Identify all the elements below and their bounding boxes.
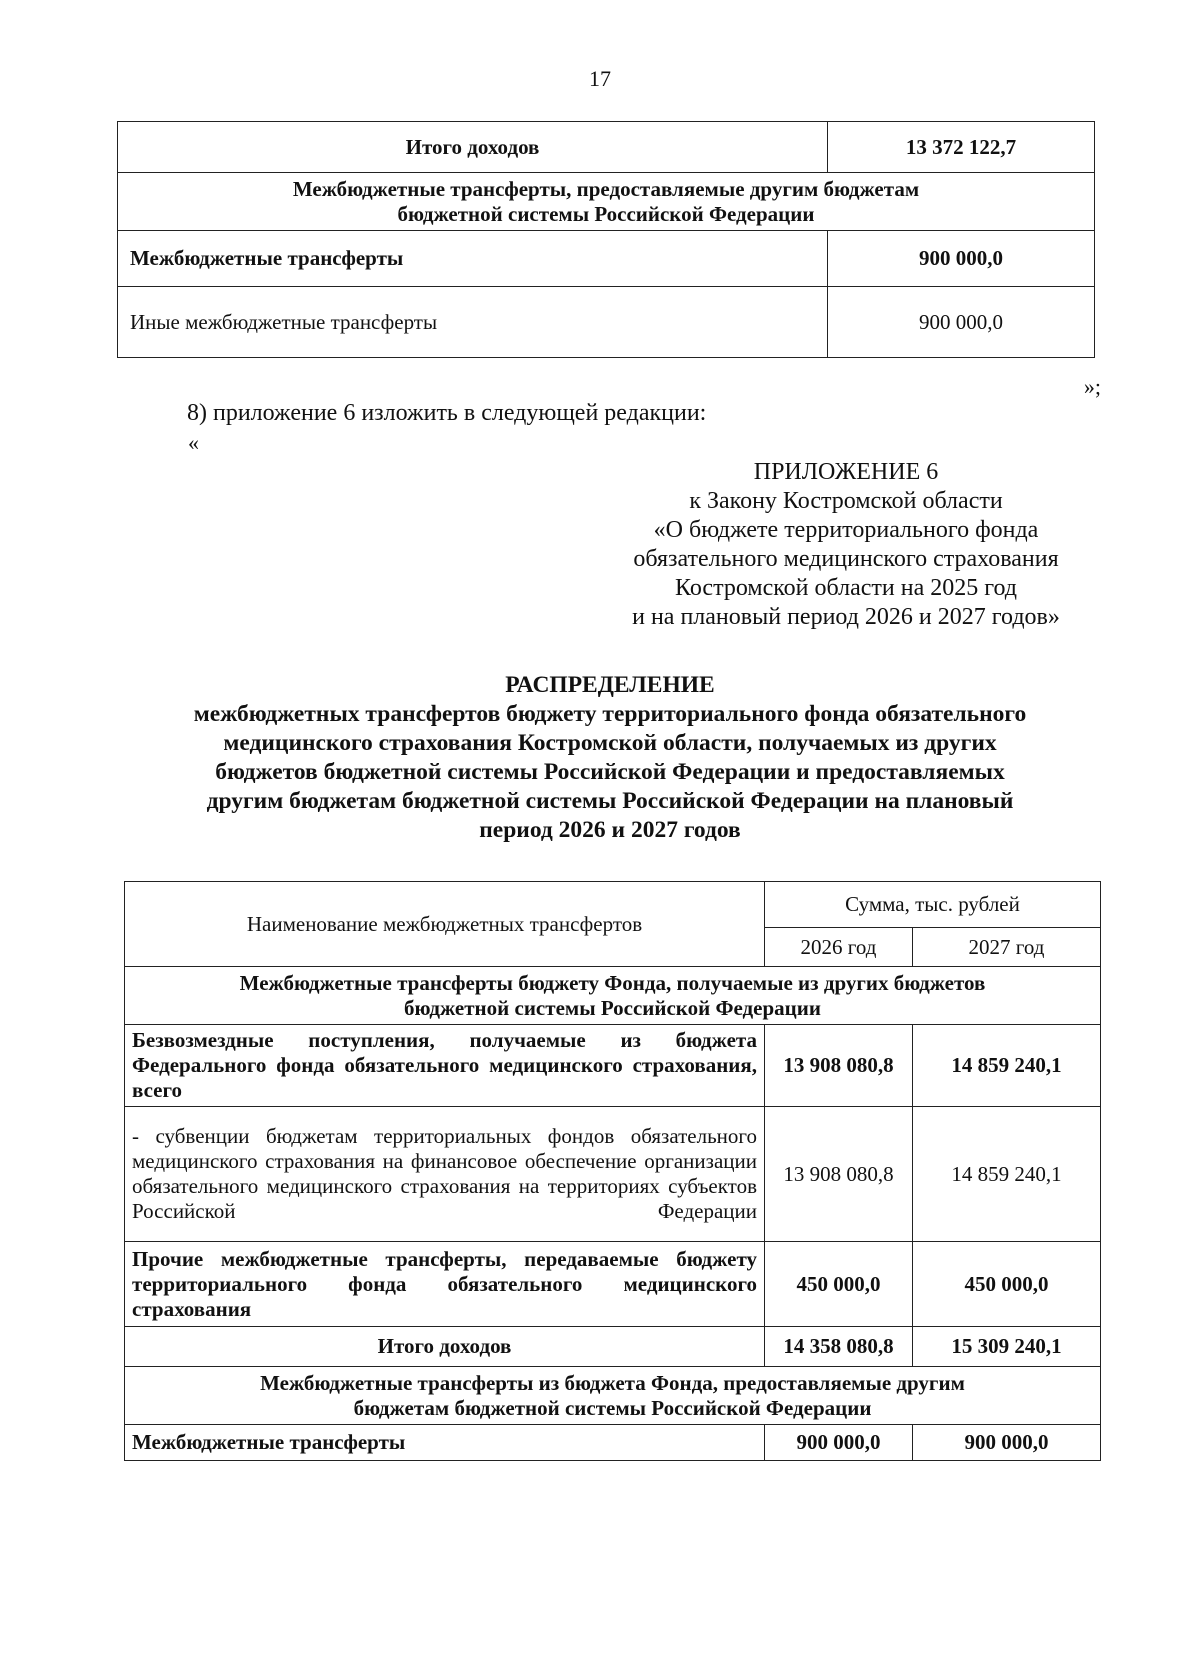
table-row xyxy=(118,287,1095,358)
heading-title: РАСПРЕДЕЛЕНИЕ xyxy=(505,672,715,698)
table-row xyxy=(118,231,1095,287)
table-row xyxy=(125,1025,1101,1107)
heading-line: межбюджетных трансфертов бюджету территориального фонда обязательного xyxy=(193,701,1027,727)
sum-column-header: Сумма, тыс. рублей xyxy=(765,882,1101,928)
total-income-value: 13 372 122,7 xyxy=(828,122,1095,173)
row-label: Иные межбюджетные трансферты xyxy=(118,287,828,358)
section-header-row xyxy=(125,1367,1101,1425)
document-heading xyxy=(120,671,1100,845)
total-2026: 14 358 080,8 xyxy=(765,1327,913,1367)
row-label: Безвозмездные поступления, получаемые из бюджета Федерального фонда обязательного медицинского страхования, всего xyxy=(125,1025,765,1107)
section-header-row xyxy=(125,967,1101,1025)
section-header: Межбюджетные трансферты из бюджета Фонда, предоставляемые другим бюджетам бюджетной системы Российской Федерации xyxy=(125,1367,1101,1425)
opening-quote: « xyxy=(188,430,199,455)
total-income-label: Итого доходов xyxy=(118,122,828,173)
total-2027: 15 309 240,1 xyxy=(913,1327,1101,1367)
income-table-continuation xyxy=(117,121,1095,358)
value-2027: 900 000,0 xyxy=(913,1425,1101,1461)
row-label: Прочие межбюджетные трансферты, передаваемые бюджету территориального фонда обязательного медицинского страхования xyxy=(125,1242,765,1327)
value-2027: 14 859 240,1 xyxy=(913,1025,1101,1107)
value-2027: 14 859 240,1 xyxy=(913,1107,1101,1242)
appendix-line: обязательного медицинского страхования xyxy=(633,546,1059,572)
year-2026-header: 2026 год xyxy=(765,928,913,967)
value-2027: 450 000,0 xyxy=(913,1242,1101,1327)
year-2027-header: 2027 год xyxy=(913,928,1101,967)
row-value: 900 000,0 xyxy=(828,231,1095,287)
value-2026: 13 908 080,8 xyxy=(765,1025,913,1107)
row-label: - субвенции бюджетам территориальных фондов обязательного медицинского страхования на финансовое обеспечение организации обязательного медицинского страхования на территориях субъектов Российской Федерации xyxy=(125,1107,765,1242)
heading-line: бюджетов бюджетной системы Российской Федерации и предоставляемых xyxy=(215,759,1005,785)
row-value: 900 000,0 xyxy=(828,287,1095,358)
table-row xyxy=(125,1425,1101,1461)
page-number: 17 xyxy=(589,66,611,91)
section-header: Межбюджетные трансферты бюджету Фонда, получаемые из других бюджетов бюджетной системы Российской Федерации xyxy=(125,967,1101,1025)
closing-quote: »; xyxy=(1083,374,1101,399)
table-row xyxy=(118,122,1095,173)
row-label: Межбюджетные трансферты xyxy=(125,1425,765,1461)
table-header-row xyxy=(125,882,1101,928)
appendix-header xyxy=(586,458,1106,632)
appendix-title: ПРИЛОЖЕНИЕ 6 xyxy=(753,459,939,485)
heading-line: медицинского страхования Костромской области, получаемых из других xyxy=(223,730,997,756)
section-header: Межбюджетные трансферты, предоставляемые другим бюджетам бюджетной системы Российской Федерации xyxy=(118,173,1095,231)
appendix-line: Костромской области на 2025 год xyxy=(675,575,1017,601)
heading-line: другим бюджетам бюджетной системы Российской Федерации на плановый xyxy=(206,788,1014,814)
value-2026: 450 000,0 xyxy=(765,1242,913,1327)
transfers-distribution-table xyxy=(124,881,1101,1461)
appendix-line: к Закону Костромской области xyxy=(689,488,1003,514)
value-2026: 900 000,0 xyxy=(765,1425,913,1461)
row-label: Межбюджетные трансферты xyxy=(118,231,828,287)
heading-line: период 2026 и 2027 годов xyxy=(479,817,741,843)
value-2026: 13 908 080,8 xyxy=(765,1107,913,1242)
amendment-text: 8) приложение 6 изложить в следующей редакции: xyxy=(187,400,707,426)
total-label: Итого доходов xyxy=(125,1327,765,1367)
total-row xyxy=(125,1327,1101,1367)
table-row xyxy=(125,1107,1101,1242)
section-header-row xyxy=(118,173,1095,231)
name-column-header: Наименование межбюджетных трансфертов xyxy=(125,882,765,967)
table-row xyxy=(125,1242,1101,1327)
appendix-line: и на плановый период 2026 и 2027 годов» xyxy=(632,604,1060,630)
appendix-line: «О бюджете территориального фонда xyxy=(653,517,1039,543)
